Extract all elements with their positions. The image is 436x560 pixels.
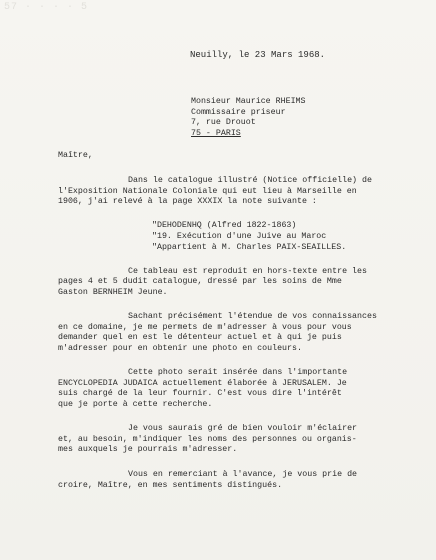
para4-line4: que je porte à cette recherche. <box>58 400 213 409</box>
para1-line2: l'Exposition Nationale Coloniale qui eut lieu à Marseille en <box>58 187 357 196</box>
para4-line2: ENCYCLOPEDIA JUDAICA actuellement élaborée à JERUSALEM. Je <box>58 379 347 388</box>
recipient-title: Commissaire priseur <box>191 108 286 117</box>
salutation: Maître, <box>58 151 93 160</box>
para5-line1: Je vous saurais gré de bien vouloir m'éclairer <box>128 424 358 433</box>
para3-line2: en ce domaine, je me permets de m'adresser à vous pour vous <box>58 323 352 332</box>
recipient-city: 75 - PARIS <box>191 129 241 138</box>
para3-line3: demander quel en est le détenteur actuel et à qui je puis <box>58 333 342 342</box>
para2-line2: pages 4 et 5 dudit catalogue, dressé par les soins de Mme <box>58 277 342 286</box>
bleed-through-text: 57 · · · · 5 <box>4 2 89 13</box>
para6-line2: croire, Maître, en mes sentiments distingués. <box>58 481 283 490</box>
para2-line3: Gaston BERNHEIM Jeune. <box>58 288 168 297</box>
para5-line3: mes auxquels je pourrais m'adresser. <box>58 445 238 454</box>
para3-line1: Sachant précisément l'étendue de vos connaissances <box>128 312 377 321</box>
quote-line2: "19. Exécution d'une Juive au Maroc <box>152 232 327 241</box>
para1-line3: 1906, j'ai relevé à la page XXXIX la note suivante : <box>58 197 317 206</box>
letter-date: Neuilly, le 23 Mars 1968. <box>190 50 326 60</box>
para5-line2: et, au besoin, m'indiquer les noms des personnes ou organis- <box>58 435 357 444</box>
quote-line3: "Appartient à M. Charles PAIX-SEAILLES. <box>152 243 347 252</box>
quote-line1: "DEHODENHQ (Alfred 1822-1863) <box>152 221 297 230</box>
recipient-street: 7, rue Drouot <box>191 118 256 127</box>
para1-line1: Dans le catalogue illustré (Notice officielle) de <box>128 176 372 185</box>
para2-line1: Ce tableau est reproduit en hors-texte entre les <box>128 267 367 276</box>
recipient-name: Monsieur Maurice RHEIMS <box>191 97 306 106</box>
para6-line1: Vous en remerciant à l'avance, je vous prie de <box>128 470 358 479</box>
para4-line3: suis chargé de la leur fournir. C'est vous dire l'intérêt <box>58 389 342 398</box>
para3-line4: m'adresser pour en obtenir une photo en couleurs. <box>58 344 302 353</box>
para4-line1: Cette photo serait insérée dans l'importante <box>128 368 348 377</box>
